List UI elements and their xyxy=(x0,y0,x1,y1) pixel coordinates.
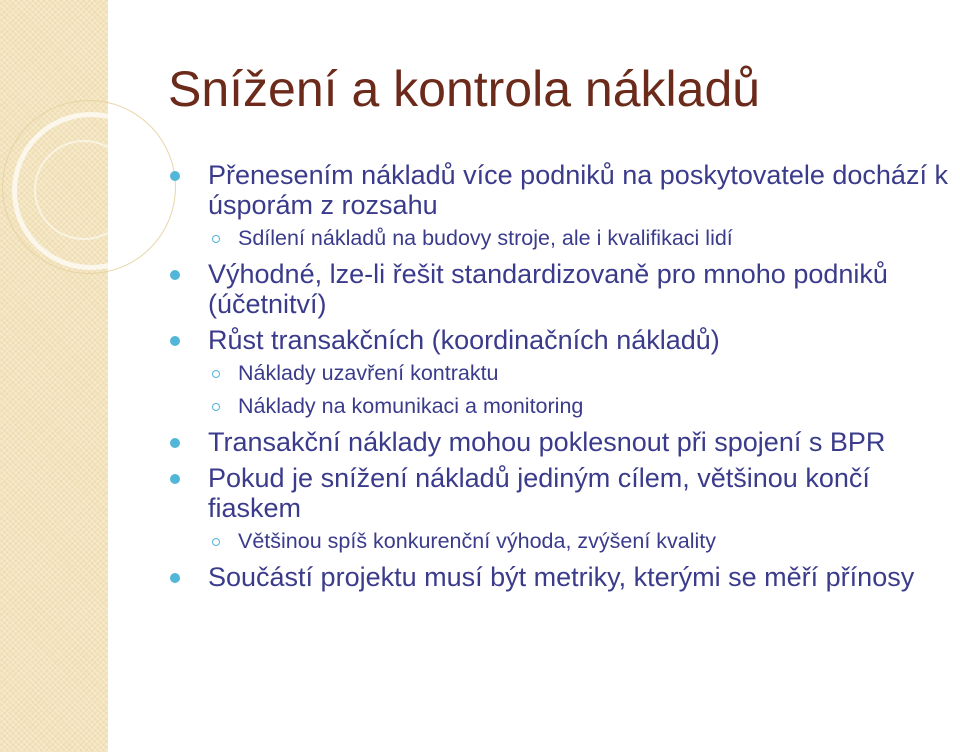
sub-bullet-item-4 xyxy=(162,526,958,556)
bullet-dot-icon xyxy=(170,270,180,280)
bullet-ring-icon xyxy=(212,370,220,378)
bullet-text: Pokud je snížení nákladů jediným cílem, většinou končí fiaskem xyxy=(208,463,870,523)
bullet-text: Sdílení nákladů na budovy stroje, ale i kvalifikaci lidí xyxy=(238,226,733,250)
bullet-text: Náklady uzavření kontraktu xyxy=(238,361,499,385)
bullet-text: Přenesením nákladů více podniků na poskytovatele dochází k úsporám z rozsahu xyxy=(208,160,948,220)
bullet-text: Součástí projektu musí být metriky, kterými se měří přínosy xyxy=(208,562,915,592)
bullet-dot-icon xyxy=(170,573,180,583)
bullet-text: Transakční náklady mohou poklesnout při spojení s BPR xyxy=(208,427,886,457)
bullet-dot-icon xyxy=(170,438,180,448)
bullet-ring-icon xyxy=(212,538,220,546)
bullet-dot-icon xyxy=(170,171,180,181)
sub-bullet-item-2 xyxy=(162,358,958,388)
bullet-ring-icon xyxy=(212,235,220,243)
bullet-list xyxy=(162,160,958,592)
bullet-text: Náklady na komunikaci a monitoring xyxy=(238,394,584,418)
bullet-text: Většinou spíš konkurenční výhoda, zvýšení kvality xyxy=(238,529,717,553)
decorative-side-band xyxy=(0,0,108,752)
bullet-item-2 xyxy=(162,259,958,319)
sub-bullet-item-3 xyxy=(162,391,958,421)
bullet-item-4 xyxy=(162,427,958,457)
bullet-item-1 xyxy=(162,160,958,220)
bullet-item-3 xyxy=(162,325,958,355)
sub-bullet-item-1 xyxy=(162,223,958,253)
bullet-text: Výhodné, lze-li řešit standardizovaně pro mnoho podniků (účetnitví) xyxy=(208,259,888,319)
bullet-dot-icon xyxy=(170,336,180,346)
bullet-ring-icon xyxy=(212,403,220,411)
bullet-item-5 xyxy=(162,463,958,523)
slide-title: Snížení a kontrola nákladů xyxy=(168,61,761,117)
bullet-text: Růst transakčních (koordinačních nákladů) xyxy=(208,325,720,355)
bullet-dot-icon xyxy=(170,474,180,484)
bullet-item-6 xyxy=(162,562,958,592)
